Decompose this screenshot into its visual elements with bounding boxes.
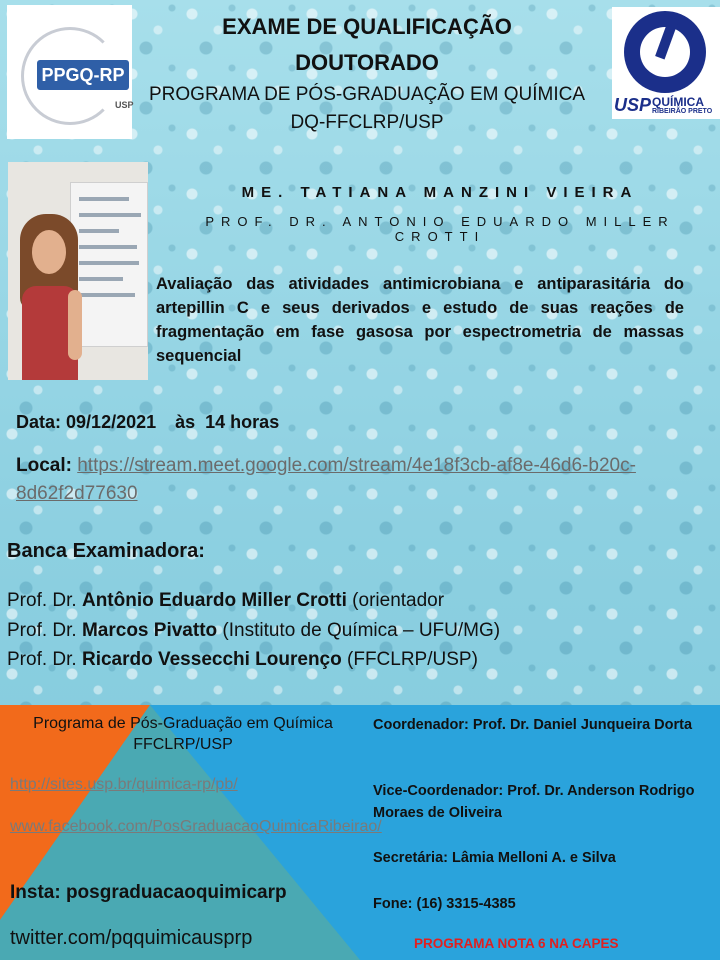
date-value: 09/12/2021 (66, 412, 157, 432)
local-label: Local: (16, 455, 72, 476)
member-affiliation: (orientador (346, 590, 445, 611)
secretary: Secretária: Lâmia Melloni A. e Silva (373, 850, 616, 866)
member-name: Antônio Eduardo Miller Crotti (81, 590, 347, 611)
program-site-link[interactable]: http://sites.usp.br/quimica-rp/pb/ (10, 776, 238, 793)
footer-program-title: Programa de Pós-Graduação em Química FFCLRP/USP (33, 715, 333, 753)
page-title-line2: DOUTORADO (295, 50, 439, 75)
coordinator: Coordenador: Prof. Dr. Daniel Junqueira Dorta (373, 717, 693, 733)
instagram-handle: Insta: posgraduacaoquimicarp (10, 882, 287, 903)
vice-coordinator: Vice-Coordenador: Prof. Dr. Anderson Rodrigo Moraes de Oliveira (373, 783, 695, 821)
quimica-logo-text: QUÍMICA (652, 95, 704, 109)
member-prefix: Prof. Dr. (7, 649, 82, 670)
candidate-name: ME. TATIANA MANZINI VIEIRA (241, 184, 639, 201)
committee-member (7, 620, 500, 642)
thesis-title: Avaliação das atividades antimicrobiana e antiparasitária do artepillin C e seus derivados e estudo de suas reações de fragmentação em fase gasosa por espectrometria de massas sequencial (156, 275, 684, 365)
department-name: DQ-FFCLRP/USP (290, 112, 444, 133)
member-name: Ricardo Vessecchi Lourenço (81, 649, 342, 670)
stream-link[interactable]: https://stream.meet.google.com/stream/4e18f3cb-af8e-46d6-b20c-8d62f2d77630 (16, 455, 636, 504)
ppgq-logo-text: PPGQ-RP (37, 60, 129, 90)
facebook-link[interactable]: www.facebook.com/PosGraduacaoQuimicaRibeirao/ (10, 818, 382, 835)
candidate-photo (8, 162, 148, 380)
member-name: Marcos Pivatto (81, 620, 218, 641)
event-date (16, 412, 279, 433)
event-location (16, 452, 696, 508)
member-prefix: Prof. Dr. (7, 620, 82, 641)
committee-title: Banca Examinadora: (7, 540, 205, 562)
page-title-line1: EXAME DE QUALIFICAÇÃO (222, 14, 512, 39)
twitter-handle: twitter.com/pqquimicausprp (10, 927, 253, 949)
advisor-name: PROF. DR. ANTONIO EDUARDO MILLER CROTTI (205, 214, 675, 244)
member-affiliation: (FFCLRP/USP) (341, 649, 478, 670)
usp-logo-text: USP (614, 95, 652, 115)
ppgq-logo: PPGQ-RP USP (7, 5, 132, 139)
phone: Fone: (16) 3315-4385 (373, 896, 516, 912)
program-name: PROGRAMA DE PÓS-GRADUAÇÃO EM QUÍMICA (149, 84, 585, 105)
ribeirao-logo-text: RIBEIRÃO PRETO (652, 108, 713, 115)
member-prefix: Prof. Dr. (7, 590, 82, 611)
member-affiliation: (Instituto de Química – UFU/MG) (217, 620, 501, 641)
time-value: às 14 horas (175, 412, 280, 432)
capes-rating: PROGRAMA NOTA 6 NA CAPES (414, 936, 619, 951)
date-label: Data: (16, 412, 62, 432)
committee-member (7, 649, 478, 671)
committee-member (7, 590, 444, 612)
